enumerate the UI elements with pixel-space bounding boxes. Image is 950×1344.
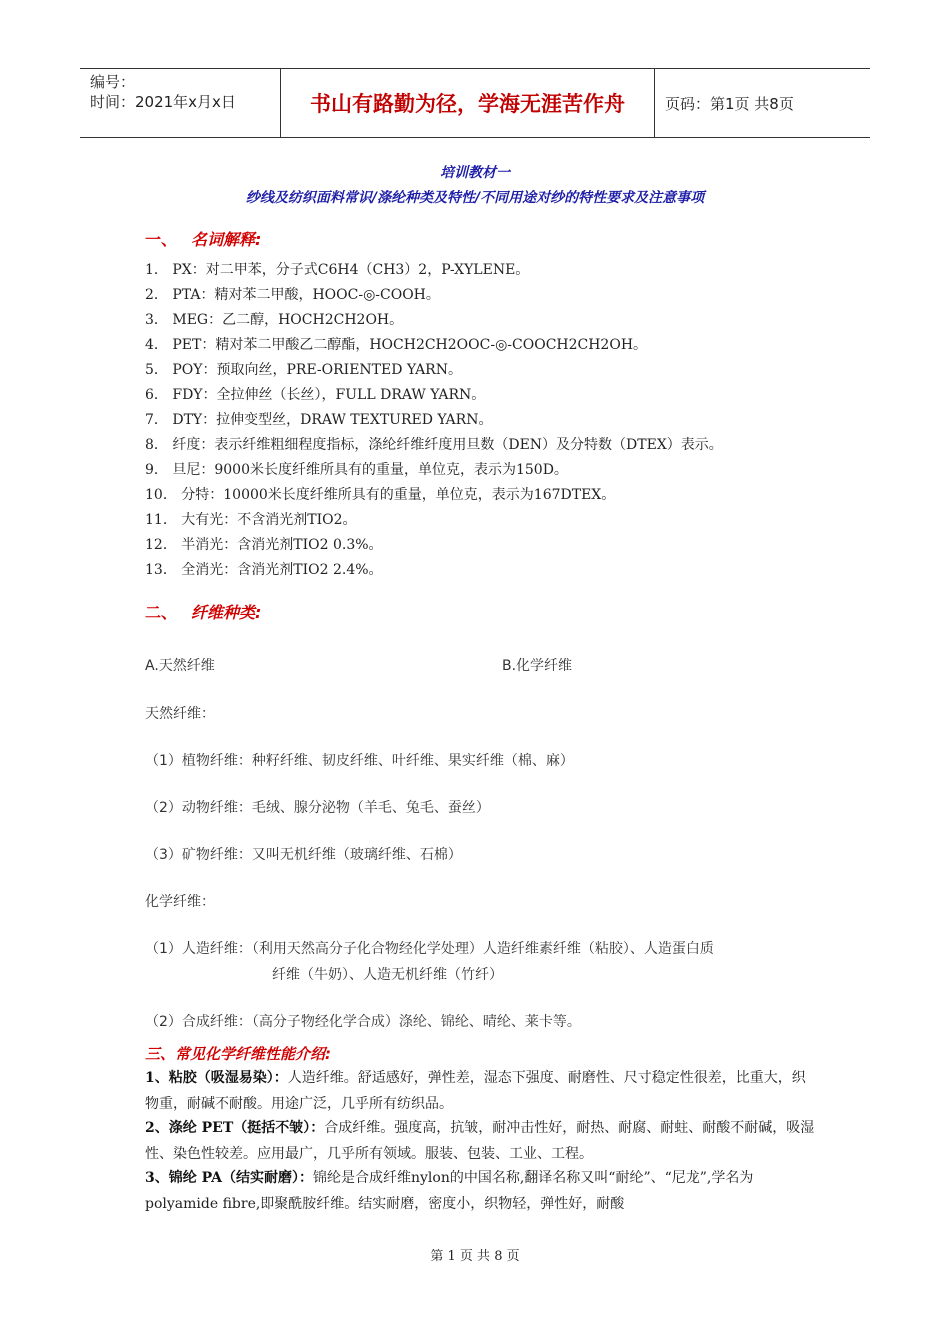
polyester-desc: 合成纤维。强度高，抗皱，耐冲击性好，耐热、耐腐、耐蛀、耐酸不耐碱，吸湿性、染色性较差。应用最广，几乎所有领域。服装、包装、工业、工程。	[145, 1120, 815, 1162]
definition-item: 6． FDY：全拉伸丝（长丝），FULL DRAW YARN。	[145, 387, 486, 403]
chemical-fiber-label: 化学纤维：	[145, 894, 215, 910]
fiber-class-b: B.化学纤维	[502, 658, 573, 674]
nylon-name: 3、锦纶 PA（结实耐磨）：	[145, 1170, 313, 1186]
doc-subtitle: 纱线及纺织面料常识/涤纶种类及特性/不同用途对纱的特性要求及注意事项	[245, 190, 705, 206]
motto: 书山有路勤为径，学海无涯苦作舟	[280, 69, 655, 137]
fiber-property-viscose	[145, 1065, 815, 1117]
definition-item: 1． PX：对二甲苯，分子式C6H4（CH3）2，P-XYLENE。	[145, 262, 530, 278]
chemical-fiber-1-cont: 纤维（牛奶）、人造无机纤维（竹纤）	[272, 967, 503, 983]
definition-item: 3． MEG：乙二醇，HOCH2CH2OH。	[145, 312, 404, 328]
section1-num: 一、	[145, 230, 178, 249]
definition-item: 10． 分特：10000米长度纤维所具有的重量，单位克，表示为167DTEX。	[145, 487, 616, 503]
viscose-name: 1、粘胶（吸湿易染）：	[145, 1070, 288, 1086]
definition-item: 8． 纤度：表示纤维粗细程度指标，涤纶纤维纤度用旦数（DEN）及分特数（DTEX）表示。	[145, 437, 723, 453]
definition-item: 13． 全消光：含消光剂TIO2 2.4%。	[145, 562, 383, 578]
section2-heading	[145, 600, 261, 623]
fiber-property-polyester	[145, 1115, 815, 1167]
section2-title: 纤维种类:	[191, 603, 262, 622]
natural-fiber-2: （2）动物纤维：毛绒、腺分泌物（羊毛、兔毛、蚕丝）	[145, 800, 490, 816]
doc-title: 培训教材一	[440, 165, 510, 181]
definition-item: 7． DTY：拉伸变型丝，DRAW TEXTURED YARN。	[145, 412, 493, 428]
header-left-cell	[80, 69, 280, 137]
section2-num: 二、	[145, 603, 178, 622]
natural-fiber-3: （3）矿物纤维：又叫无机纤维（玻璃纤维、石棉）	[145, 847, 462, 863]
chemical-fiber-2: （2）合成纤维：（高分子物经化学合成）涤纶、锦纶、晴纶、莱卡等。	[145, 1014, 581, 1030]
natural-fiber-1: （1）植物纤维：种籽纤维、韧皮纤维、叶纤维、果实纤维（棉、麻）	[145, 753, 574, 769]
date-label: 时间：2021年x月x日	[90, 93, 236, 111]
definition-item: 4． PET：精对苯二甲酸乙二醇酯，HOCH2CH2OOC-◎-COOCH2CH2OH。	[145, 337, 648, 353]
header-table	[80, 68, 870, 138]
number-label: 编号：	[90, 73, 136, 91]
section1-heading	[145, 227, 261, 250]
page-footer: 第 1 页 共 8 页	[430, 1249, 520, 1264]
natural-fiber-label: 天然纤维：	[145, 706, 215, 722]
polyester-name: 2、涤纶 PET（挺括不皱）：	[145, 1120, 325, 1136]
definition-item: 5． POY：预取向丝，PRE-ORIENTED YARN。	[145, 362, 462, 378]
page-info: 页码：第1页 共8页	[665, 94, 794, 113]
definition-item: 9． 旦尼：9000米长度纤维所具有的重量，单位克，表示为150D。	[145, 462, 568, 478]
viscose-desc: 人造纤维。舒适感好，弹性差，湿态下强度、耐磨性、尺寸稳定性很差，比重大，织物重，耐碱不耐酸。用途广泛，几乎所有纺织品。	[145, 1070, 806, 1112]
section3-heading: 三、常见化学纤维性能介绍:	[145, 1045, 331, 1063]
chemical-fiber-1: （1）人造纤维：（利用天然高分子化合物经化学处理）人造纤维素纤维（粘胶）、人造蛋白质	[145, 941, 714, 957]
definition-item: 2． PTA：精对苯二甲酸，HOOC-◎-COOH。	[145, 287, 440, 303]
nylon-desc: 锦纶是合成纤维nylon的中国名称,翻译名称又叫“耐纶”、“尼龙”,学名为polyamide fibre,即聚酰胺纤维。结实耐磨，密度小，织物轻，弹性好，耐酸	[145, 1170, 754, 1212]
definition-item: 12． 半消光：含消光剂TIO2 0.3%。	[145, 537, 383, 553]
definition-item: 11． 大有光：不含消光剂TIO2。	[145, 512, 357, 528]
fiber-property-nylon	[145, 1165, 815, 1217]
section1-title: 名词解释:	[191, 230, 262, 249]
fiber-class-a: A.天然纤维	[145, 658, 215, 674]
